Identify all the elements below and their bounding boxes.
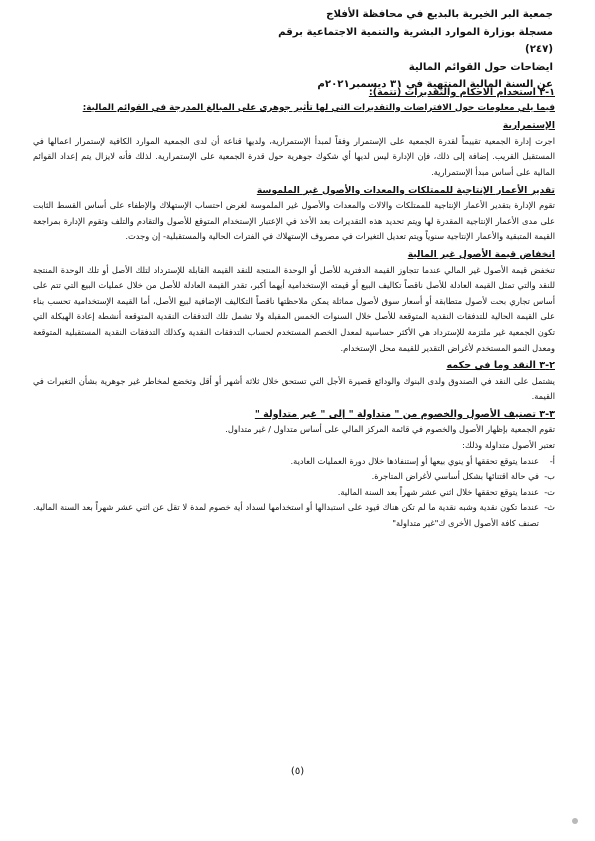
list-marker: ب- [544, 471, 555, 482]
going-concern-title: الإستمرارية [502, 120, 555, 132]
section-heading-judgements: ١-٣ استخدام الاحكام والتقديرات (تتمة): [368, 87, 555, 98]
cash-text: يشتمل على النقد في الصندوق ولدى البنوك والودائع قصيرة الأجل التي تستحق خلال ثلاثة أشهر أو أقل وتخضع لمخاطر غير جوهرية بشأن التغيرات في القيمة. [33, 375, 555, 402]
list-marker: أ- [549, 455, 555, 466]
list-item [33, 469, 555, 485]
page-number: (٥) [290, 766, 305, 777]
list-item-text: عندما تكون نقدية وشبه نقدية ما لم تكن هناك قيود على استبدالها أو استخدامها لسداد أية خصوم لمدة لا تقل عن اثني عشر شهراً بعد السنة المالية. تصنف كافة الأصول الأخرى ك"غير متداولة" [33, 502, 539, 529]
list-item-text: في حالة اقتنائها بشكل أساسي لأغراض المتاجرة. [371, 471, 539, 482]
classification-text-2: تعتبر الأصول متداولة وذلك: [462, 440, 555, 451]
organization-name: جمعية البر الخيرية بالبديع في محافظة الأفلاج [326, 9, 553, 20]
registration-line: مسجلة بوزارة الموارد البشرية والتنمية الاجتماعية برقم (٢٤٧) [278, 26, 553, 55]
list-marker: ت- [544, 486, 555, 497]
current-assets-criteria-list [33, 454, 555, 532]
list-item [33, 454, 555, 470]
going-concern-text: اجرت إدارة الجمعية تقييماً لقدرة الجمعية على الإستمرار وفقاً لمبدأ الإستمرارية، ولديها قناعة أن لدى الجمعية الموارد الكافية لإستمرار اعمالها في المستقبل القريب. إضافة إلى ذلك، فإن الإدارة ليس لديها أي شكوك جوهرية حول قدرة الجمعية على الإستمرارية. لذلك فأنه لايزال يتم إعداد القوائم المالية على أساس مبدأ الإستمرارية. [33, 135, 555, 177]
estimates-intro: فيما يلي معلومات حول الافتراضات والتقديرات التي لها تأثير جوهري على المبالغ المدرجة في القوائم المالية: [82, 102, 555, 113]
list-marker: ث- [544, 502, 555, 513]
notes-title: ايضاحات حول القوائم المالية [408, 61, 553, 73]
document-header [253, 6, 553, 94]
period-line: عن السنة المالية المنتهية في ٣١ ديسمبر٢٠٢١م [317, 79, 553, 90]
section-heading-cash: ٢-٣ النقد وما في حكمه [446, 360, 555, 372]
classification-text-1: تقوم الجمعية بإظهار الأصول والخصوم في قائمة المركز المالي على أساس متداول / غير متداول. [225, 424, 555, 435]
list-item [33, 485, 555, 501]
useful-lives-title: تقدير الأعمار الإنتاجية للممتلكات والمعدات والأصول غير الملموسة [256, 184, 555, 196]
document-body [33, 85, 555, 532]
list-item-text: عندما يتوقع تحققها خلال اثني عشر شهراً بعد السنة المالية. [337, 486, 539, 497]
list-item-text: عندما يتوقع تحققها أو ينوي بيعها أو إستنفاذها خلال دورة العمليات العادية. [290, 455, 539, 466]
impairment-title: انخفاض قيمة الأصول غير المالية [407, 248, 555, 260]
impairment-text: تنخفض قيمة الأصول غير المالي عندما تتجاوز القيمة الدفترية للأصل أو الوحدة المنتجة للنقد القيمة القابلة للإسترداد لتلك الأصل أو تلك الوحدة المنتجة للنقد والتي تمثل القيمة العادلة للأصل ناقصاً تكاليف البيع أو قيمته الإستخدامية أيهما أكبر، تقدر القيمة العادلة للأصل من خلال عمليات البيع التي تتم على أساس تجاري بحت لأصول متطابقة أو أسعار سوق لأصول مماثلة يمكن ملاحظتها ناقصاً التكاليف الإضافية لبيع الأصل، أما القيمة الإستخدامية تحسب بناء على القيمة الحالية للتدفقات النقدية المتوقعة للأصل خلال السنوات الخمس المقبلة ولا تشمل تلك التدفقات النقدية المتوقعة أنشطة إعادة الهيكلة التي تكون الجمعية غير ملتزمة للإسترداد هي الأكثر حساسية لمعدل الخصم المستخدم لحساب التدفقات النقدية وكذلك التدفقات النقدية المستقبلية المتوقعة ومعدل النمو المستخدم لأغراض التقدير للقيمة محل الإستخدام. [33, 264, 555, 353]
section-heading-classification: ٣-٣ تصنيف الأصول والخصوم من " متداولة " إلى " غير متداولة " [254, 408, 555, 420]
useful-lives-text: تقوم الإدارة بتقدير الأعمار الإنتاجية للممتلكات والالات والمعدات والأصول غير الملموسة لغرض احتساب الإستهلاك والإطفاء على أساس القسط الثابت على مدى الأعمار الإنتاجية المقدرة لها ويتم تحديد هذه التقديرات بعد الأخذ في الإعتبار الإستخدام المتوقع للأصول والتقادم والتلف وتقوم الإدارة بمراجعة القيمة المتبقية والأعمار الإنتاجية سنوياً ويتم تعديل التغيرات في مصروف الإستهلاك في الفترات الحالية والمستقبلية- إن وجدت. [33, 200, 555, 242]
scan-mark [572, 818, 578, 824]
list-item [33, 500, 555, 531]
